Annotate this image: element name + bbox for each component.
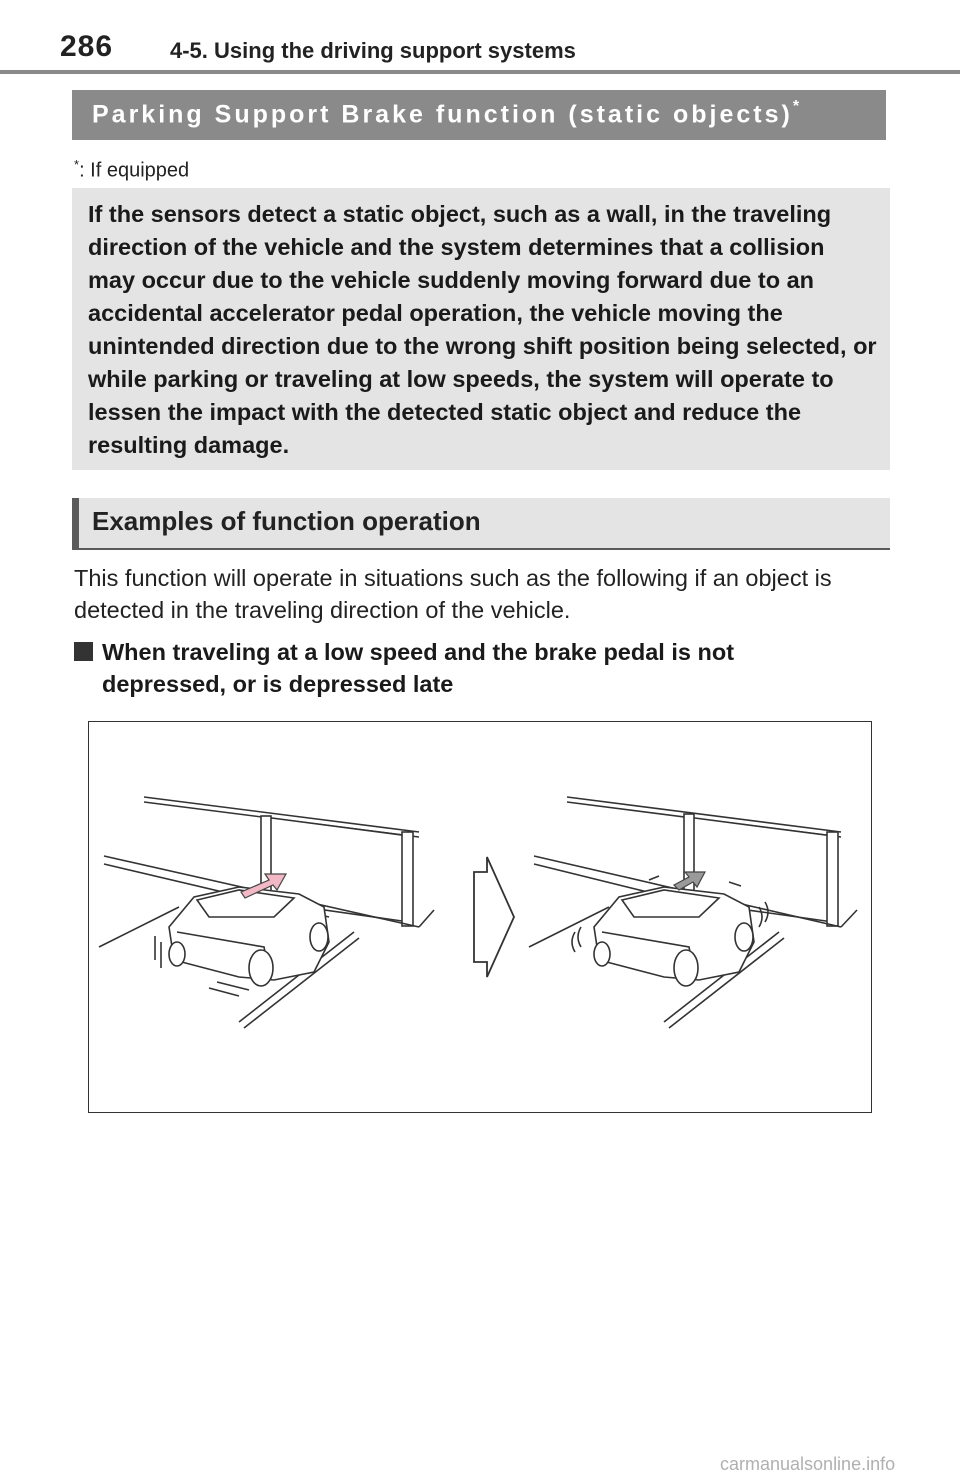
watermark: carmanualsonline.info (720, 1454, 896, 1474)
header-rule (0, 70, 960, 74)
subheading-accent (72, 498, 79, 550)
square-bullet-icon (74, 642, 93, 661)
summary-text: If the sensors detect a static object, such as a wall, in the traveling direction of the vehicle and the system determines that a collision may occur due to the vehicle suddenly moving forward due to an accidental accelerator pedal operation, the vehicle moving the unintended direction due to the wrong shift position being selected, or while parking or traveling at low speeds, the system will operate to lessen the impact with the detected static object and reduce the resulting damage. (88, 201, 877, 458)
subheading-title: Examples of function operation (92, 506, 481, 536)
footnote-marker: * (74, 157, 80, 172)
function-title-band (72, 90, 886, 140)
page-number: 286 (60, 30, 114, 63)
car-approaching-wall-icon (99, 797, 434, 1028)
illustration-svg (89, 722, 871, 1112)
subheading-bar (72, 498, 890, 550)
illustration-figure (88, 721, 872, 1113)
equipped-footnote (74, 157, 189, 183)
footnote-text: : If equipped (79, 159, 190, 182)
function-title-text: Parking Support Brake function (static objects) (92, 100, 793, 129)
right-arrow-icon (474, 857, 514, 977)
section-title: 4-5. Using the driving support systems (170, 38, 576, 63)
car-braking-at-wall-icon (529, 797, 857, 1028)
title-asterisk: * (792, 98, 803, 115)
bullet-text: When traveling at a low speed and the brake pedal is not depressed, or is depressed late (102, 639, 735, 697)
subheading-rule (72, 548, 890, 550)
function-title (92, 100, 802, 129)
page-header (0, 0, 960, 76)
summary-box (72, 188, 890, 470)
body-paragraph: This function will operate in situations such as the following if an object is detected in the traveling direction of the vehicle. (74, 565, 832, 623)
